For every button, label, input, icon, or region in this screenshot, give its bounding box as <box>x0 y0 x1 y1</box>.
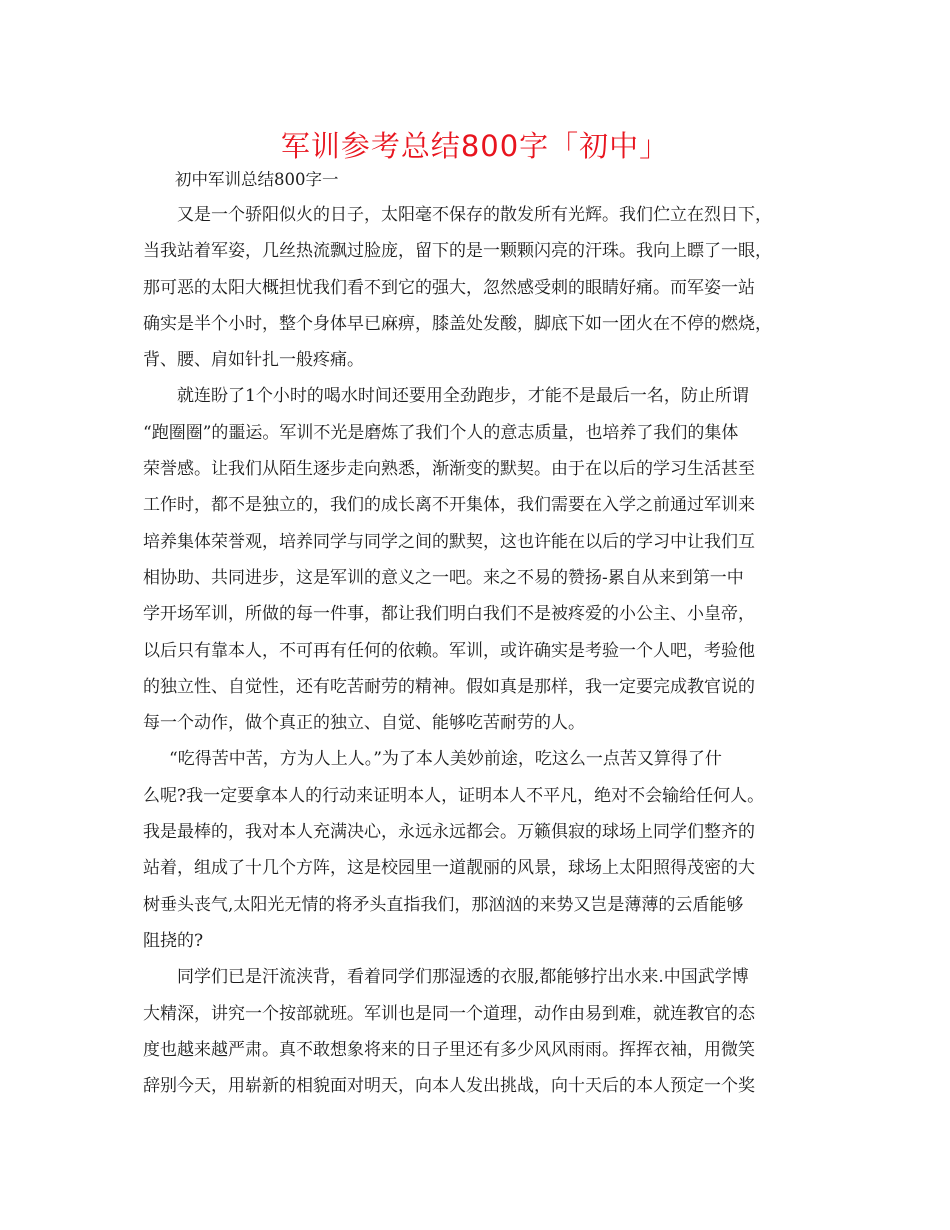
text-line: 站着，组成了十几个方阵，这是校园里一道靓丽的风景，球场上太阳照得茂密的大 <box>143 858 755 879</box>
text-line: “跑圈圈”的噩运。军训不光是磨炼了我们个人的意志质量，也培养了我们的集体 <box>143 422 739 443</box>
text-line: 当我站着军姿，几丝热流飘过脸庞，留下的是一颗颗闪亮的汗珠。我向上瞟了一眼， <box>143 241 772 262</box>
text-line: 学开场军训，所做的每一件事，都让我们明白我们不是被疼爱的小公主、小皇帝， <box>143 604 755 625</box>
text-line: 我是最棒的，我对本人充满决心，永远永远都会。万籁俱寂的球场上同学们整齐的 <box>143 822 755 843</box>
text-line: 阻挠的? <box>143 930 204 951</box>
text-line: 那可恶的太阳大概担忧我们看不到它的强大，忽然感受刺的眼睛好痛。而军姿一站 <box>143 277 755 298</box>
text-line: 背、腰、肩如针扎一般疼痛。 <box>143 350 364 371</box>
text-line: 又是一个骄阳似火的日子，太阳毫不保存的散发所有光辉。我们伫立在烈日下， <box>177 205 772 225</box>
text-line: 荣誉感。让我们从陌生逐步走向熟悉，渐渐变的默契。由于在以后的学习生活甚至 <box>143 459 755 480</box>
text-line: 的独立性、自觉性，还有吃苦耐劳的精神。假如真是那样，我一定要完成教官说的 <box>143 676 755 697</box>
text-line: 树垂头丧气,太阳光无情的将矛头直指我们，那汹汹的来势又岂是薄薄的云盾能够 <box>143 894 744 915</box>
text-line: “吃得苦中苦，方为人上人。”为了本人美妙前途，吃这么一点苦又算得了什 <box>169 749 722 770</box>
document-title: 军训参考总结800字「初中」 <box>280 129 670 163</box>
text-line: 工作时，都不是独立的，我们的成长离不开集体，我们需要在入学之前通过军训来 <box>143 495 755 516</box>
text-line: 就连盼了1个小时的喝水时间还要用全劲跑步，才能不是最后一名，防止所谓 <box>177 386 749 407</box>
document-body <box>143 197 823 1104</box>
text-line: 辞别今天，用崭新的相貌面对明天，向本人发出挑战，向十天后的本人预定一个奖 <box>143 1076 755 1097</box>
text-line: 度也越来越严肃。真不敢想象将来的日子里还有多少风风雨雨。挥挥衣袖，用微笑 <box>143 1039 755 1060</box>
text-line: 每一个动作，做个真正的独立、自觉、能够吃苦耐劳的人。 <box>143 713 585 734</box>
text-line: 么呢?我一定要拿本人的行动来证明本人，证明本人不平凡，绝对不会输给任何人。 <box>143 785 765 806</box>
text-line: 培养集体荣誉观，培养同学与同学之间的默契，这也许能在以后的学习中让我们互 <box>143 531 755 552</box>
document-subtitle: 初中军训总结800字一 <box>175 170 339 189</box>
text-line: 以后只有靠本人，不可再有任何的依赖。军训，或许确实是考验一个人吧，考验他 <box>143 640 755 661</box>
text-line: 相协助、共同进步，这是军训的意义之一吧。来之不易的赞扬-累自从来到第一中 <box>143 567 744 588</box>
text-line: 确实是半个小时，整个身体早已麻痹，膝盖处发酸，脚底下如一团火在不停的燃烧， <box>143 313 772 334</box>
text-line: 同学们已是汗流浃背，看着同学们那湿透的衣服,都能够拧出水来.中国武学博 <box>177 967 749 988</box>
text-line: 大精深，讲究一个按部就班。军训也是同一个道理，动作由易到难，就连教官的态 <box>143 1003 755 1024</box>
